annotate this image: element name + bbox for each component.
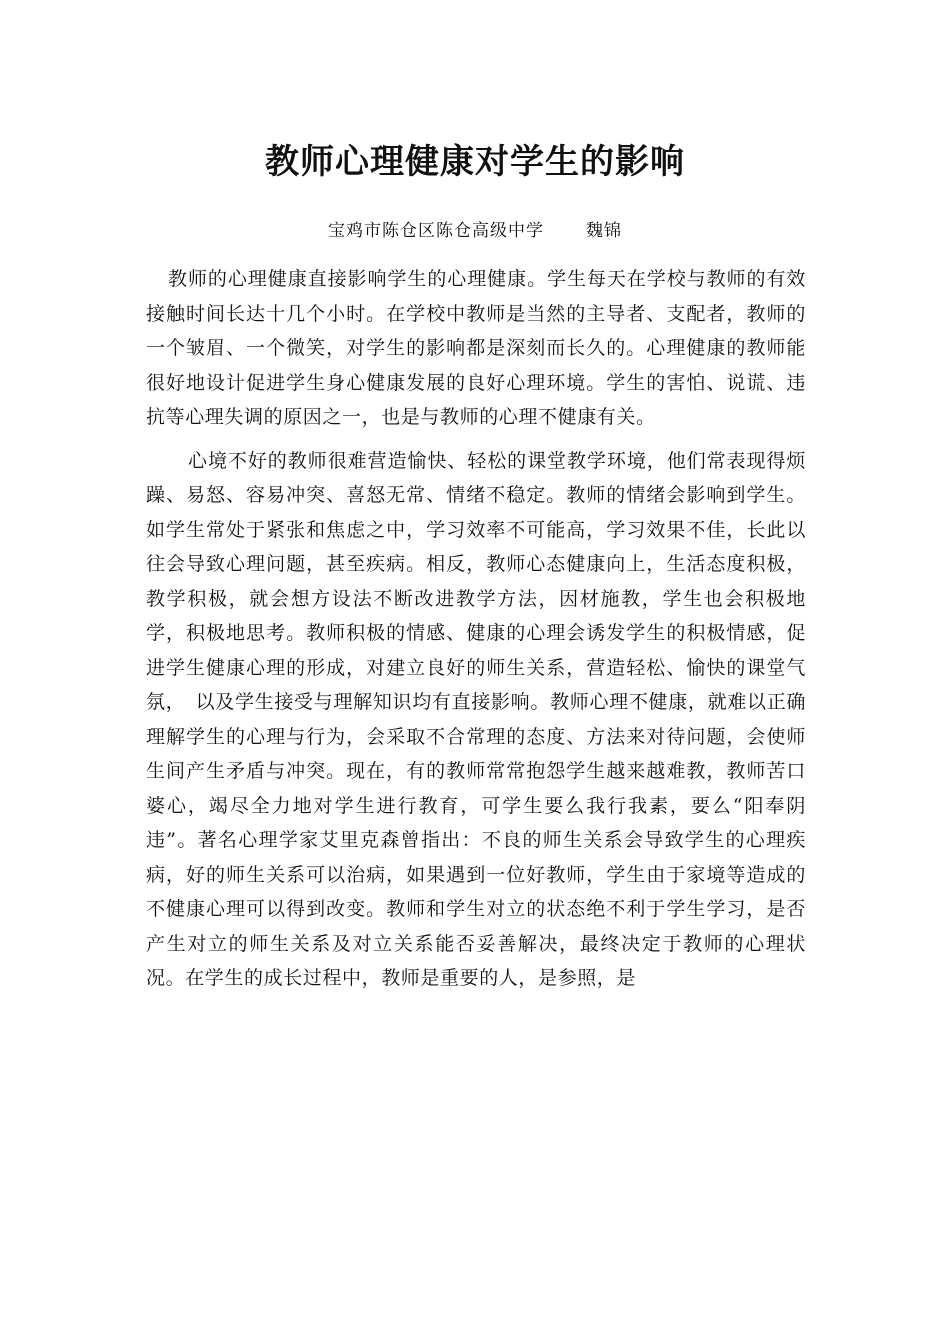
paragraph-1: 教师的心理健康直接影响学生的心理健康。学生每天在学校与教师的有效接触时间长达十几个小时。在学校中教师是当然的主导者、支配者，教师的一个皱眉、一个微笑，对学生的影响都是深刻而长久的。心理健康的教师能很好地设计促进学生身心健康发展的良好心理环境。学生的害怕、说谎、违抗等心理失调的原因之一，也是与教师的心理不健康有关。 bbox=[146, 268, 806, 428]
paragraph-2: 心境不好的教师很难营造愉快、轻松的课堂教学环境，他们常表现得烦躁、易怒、容易冲突、喜怒无常、情绪不稳定。教师的情绪会影响到学生。如学生常处于紧张和焦虑之中，学习效率不可能高，学习效果不佳，长此以往会导致心理问题，甚至疾病。相反，教师心态健康向上，生活态度积极，教学积极，就会想方设法不断改进教学方法，因材施教，学生也会积极地学，积极地思考。教师积极的情感、健康的心理会诱发学生的积极情感，促进学生健康心理的形成，对建立良好的师生关系，营造轻松、愉快的课堂气氛， 以及学生接受与理解知识均有直接影响。教师心理不健康，就难以正确理解学生的心理与行为，会采取不合常理的态度、方法来对待问题，会使师生间产生矛盾与冲突。现在，有的教师常常抱怨学生越来越难教，教师苦口婆心，竭尽全力地对学生进行教育，可学生要么我行我素，要么“阳奉阴违”。著名心理学家艾里克森曾指出：不良的师生关系会导致学生的心理疾病，好的师生关系可以治病，如果遇到一位好教师，学生由于家境等造成的不健康心理可以得到改变。教师和学生对立的状态绝不利于学生学习，是否产生对立的师生关系及对立关系能否妥善解决，最终决定于教师的心理状况。在学生的成长过程中，教师是重要的人，是参照，是 bbox=[146, 449, 806, 989]
document-title: 教师心理健康对学生的影响 bbox=[265, 142, 685, 182]
author-school: 宝鸡市陈仓区陈仓高级中学 bbox=[328, 221, 544, 241]
author-name: 魏锦 bbox=[586, 221, 622, 241]
author-line bbox=[0, 218, 950, 244]
document-body bbox=[146, 262, 806, 996]
